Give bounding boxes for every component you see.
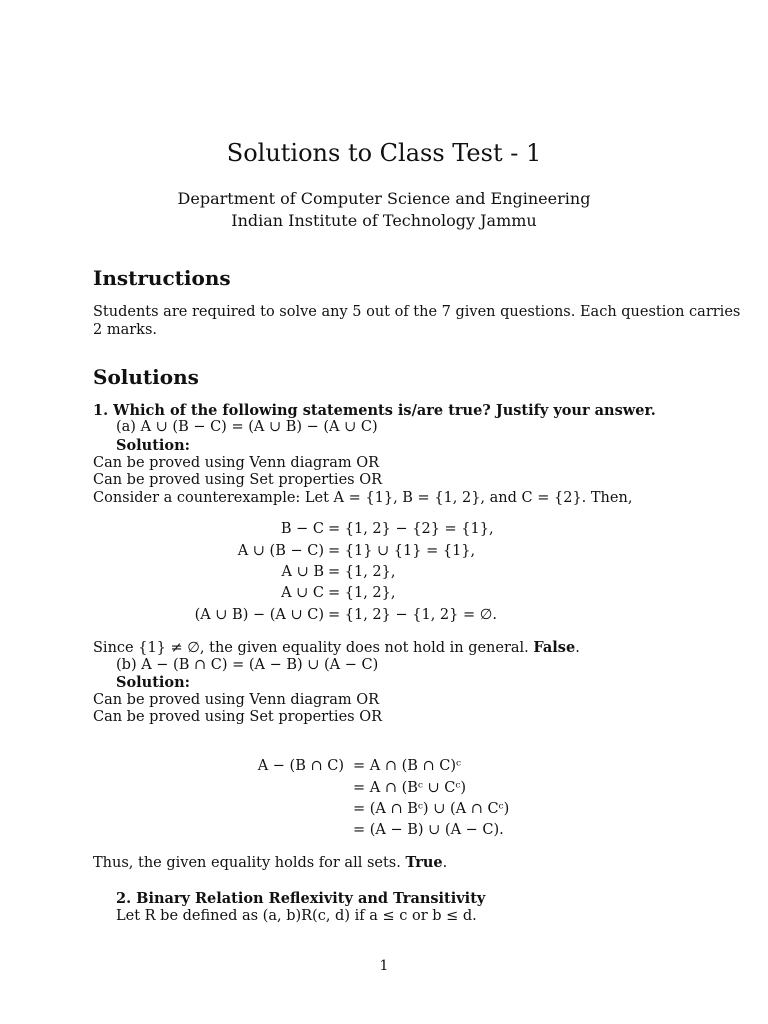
solutions-heading: Solutions (93, 365, 199, 389)
q1a-eq1-lhs: B − C (280, 521, 324, 537)
q2-title: 2. Binary Relation Reflexivity and Transitivity (116, 890, 486, 907)
q1b-line2: Can be proved using Set properties OR (93, 709, 383, 725)
q1a-eq2-lhs: A ∪ (B − C) (237, 543, 324, 559)
q1a-eq3-rhs: = {1, 2}, (328, 564, 396, 580)
q1a-eq4-lhs: A ∪ C (281, 585, 324, 601)
q1a-solution-label: Solution: (116, 437, 190, 454)
q2-text: Let R be defined as (a, b)R(c, d) if a ≤ c or b ≤ d. (116, 908, 477, 924)
q1b-eq2-rhs: = A ∩ (Bᶜ ∪ Cᶜ) (353, 780, 467, 796)
department-line: Department of Computer Science and Engineering (177, 189, 591, 208)
institute-line: Indian Institute of Technology Jammu (231, 211, 537, 230)
page-number: 1 (379, 958, 389, 974)
q1a-conclusion-line: Since {1} ≠ ∅, the given equality does not hold in general. False. (93, 639, 580, 656)
q1a-statement: (a) A ∪ (B − C) = (A ∪ B) − (A ∪ C) (116, 419, 378, 435)
document-title: Solutions to Class Test - 1 (226, 139, 542, 167)
instructions-heading: Instructions (93, 266, 231, 290)
q1b-verdict: True (405, 854, 443, 871)
q1b-eq4-rhs: = (A − B) ∪ (A − C). (353, 822, 504, 838)
q1b-conclusion-line: Thus, the given equality holds for all sets. True. (93, 854, 448, 871)
instructions-text-line2: 2 marks. (93, 322, 157, 338)
q1a-eq5-lhs: (A ∪ B) − (A ∪ C) (194, 607, 324, 623)
q1b-eq1-rhs: = A ∩ (B ∩ C)ᶜ (353, 758, 462, 774)
q1a-eq4-rhs: = {1, 2}, (328, 585, 396, 601)
q1b-solution-label: Solution: (116, 674, 190, 691)
q1a-line1: Can be proved using Venn diagram OR (93, 455, 380, 471)
q1a-verdict: False (533, 639, 576, 656)
q1b-eq1-lhs: A − (B ∩ C) (257, 758, 344, 774)
q1a-eq1-rhs: = {1, 2} − {2} = {1}, (328, 521, 494, 537)
q1a-conclusion: Since {1} ≠ ∅, the given equality does not hold in general. (93, 640, 529, 656)
q1a-eq2-rhs: = {1} ∪ {1} = {1}, (328, 543, 476, 559)
q1b-statement: (b) A − (B ∩ C) = (A − B) ∪ (A − C) (116, 657, 379, 673)
q1b-line1: Can be proved using Venn diagram OR (93, 692, 380, 708)
q1b-conclusion: Thus, the given equality holds for all sets. (93, 855, 401, 871)
q1a-line2: Can be proved using Set properties OR (93, 472, 383, 488)
instructions-text-line1: Students are required to solve any 5 out of the 7 given questions. Each question carries (93, 304, 741, 320)
q1a-eq3-lhs: A ∪ B (281, 564, 324, 580)
q1a-line3: Consider a counterexample: Let A = {1}, B = {1, 2}, and C = {2}. Then, (93, 490, 633, 506)
q1b-eq3-rhs: = (A ∩ Bᶜ) ∪ (A ∩ Cᶜ) (353, 801, 510, 817)
q1a-eq5-rhs: = {1, 2} − {1, 2} = ∅. (328, 607, 497, 623)
q1-title: 1. Which of the following statements is/are true? Justify your answer. (93, 402, 656, 419)
